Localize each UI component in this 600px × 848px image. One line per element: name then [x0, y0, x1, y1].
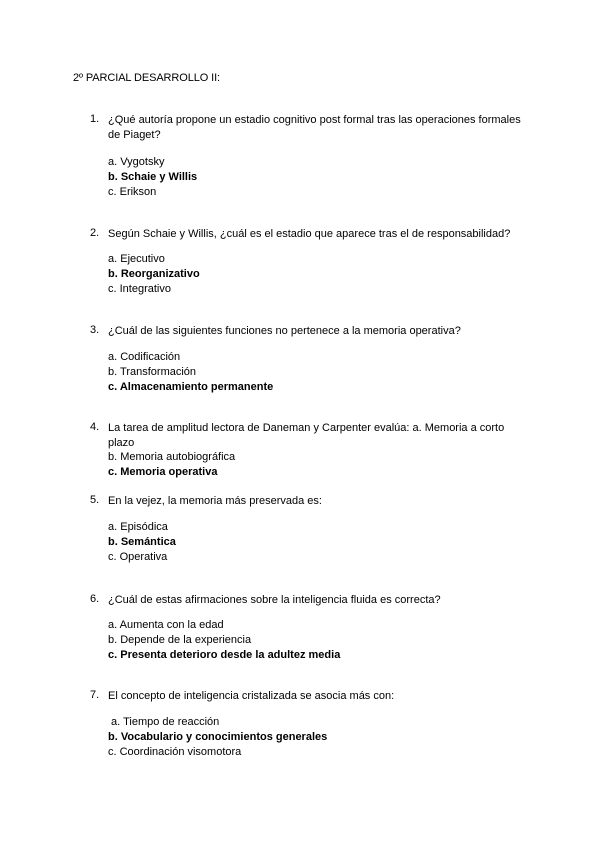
question-number: 5. [90, 494, 100, 506]
question-text: La tarea de amplitud lectora de Daneman y Carpenter evalúa: a. Memoria a corto plazo [108, 422, 505, 449]
option-c-correct: c. Almacenamiento permanente [108, 381, 274, 393]
option-a: a. Aumenta con la edad [108, 619, 224, 631]
option-b-correct: b. Schaie y Willis [108, 171, 198, 183]
option-c-correct: c. Presenta deterioro desde la adultez media [108, 649, 341, 661]
question-text: ¿Cuál de las siguientes funciones no pertenece a la memoria operativa? [108, 325, 461, 337]
question-number: 1. [90, 113, 100, 125]
option-c: c. Operativa [108, 551, 168, 563]
option-b-correct: b. Reorganizativo [108, 268, 200, 280]
question-text: ¿Cuál de estas afirmaciones sobre la inteligencia fluida es correcta? [108, 594, 441, 606]
option-a: a. Ejecutivo [108, 253, 165, 265]
option-a: a. Vygotsky [108, 156, 165, 168]
option-b: b. Depende de la experiencia [108, 634, 252, 646]
option-c-correct: c. Memoria operativa [108, 466, 218, 478]
option-b: b. Memoria autobiográfica [108, 451, 236, 463]
option-a: a. Episódica [108, 521, 168, 533]
question-number: 2. [90, 227, 100, 239]
option-a: a. Tiempo de reacción [108, 716, 220, 728]
option-c: c. Integrativo [108, 283, 171, 295]
question-number: 7. [90, 689, 100, 701]
option-a: a. Codificación [108, 351, 181, 363]
question-text: El concepto de inteligencia cristalizada se asocia más con: [108, 690, 395, 702]
option-c: c. Erikson [108, 186, 157, 198]
question-text: Según Schaie y Willis, ¿cuál es el estadio que aparece tras el de responsabilidad? [108, 228, 511, 240]
option-c: c. Coordinación visomotora [108, 746, 242, 758]
document-title: 2º PARCIAL DESARROLLO II: [73, 72, 221, 84]
question-text: ¿Qué autoría propone un estadio cognitivo post formal tras las operaciones formales de Piaget? [108, 114, 521, 141]
question-number: 6. [90, 593, 100, 605]
question-number: 4. [90, 421, 100, 433]
option-b: b. Transformación [108, 366, 197, 378]
option-b-correct: b. Semántica [108, 536, 176, 548]
option-b-correct: b. Vocabulario y conocimientos generales [108, 731, 328, 743]
question-text: En la vejez, la memoria más preservada es: [108, 495, 322, 507]
question-number: 3. [90, 324, 100, 336]
